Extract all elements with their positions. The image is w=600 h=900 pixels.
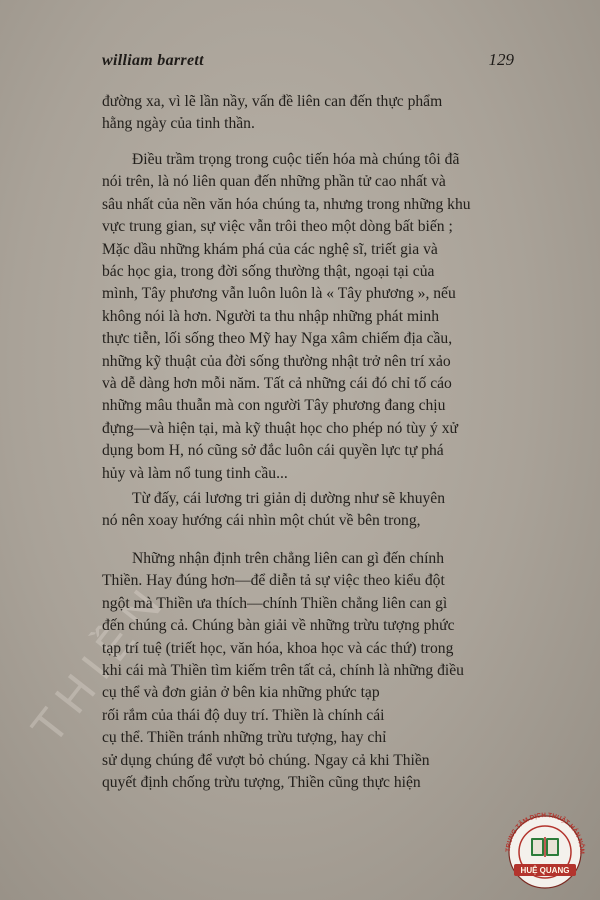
- text-line: đến chúng cả. Chúng bàn giải về những trừu tượng phức: [102, 617, 455, 635]
- paragraph-4: [102, 548, 514, 794]
- running-header: [102, 50, 514, 70]
- text-line: cụ thể và đơn giản ở bên kia những phức tạp: [102, 684, 380, 702]
- text-line: những mâu thuẫn mà con người Tây phương đang chịu: [102, 397, 446, 415]
- text-line: dụng bom H, nó cũng sở đắc luôn cái quyền lực tự phá: [102, 442, 444, 460]
- book-icon: [531, 837, 559, 857]
- text-line: sâu nhất của nền văn hóa chúng ta, nhưng trong những khu: [102, 195, 471, 213]
- text-line: khi cái mà Thiền tìm kiếm trên tất cả, chính là những điều: [102, 662, 464, 680]
- text-line: thực tiễn, lối sống theo Mỹ hay Nga xâm chiếm địa cầu,: [102, 330, 453, 348]
- paragraph-2: [102, 149, 514, 485]
- text-line: quyết định chống trừu tượng, Thiền cũng thực hiện: [102, 774, 421, 792]
- text-line: Mặc dầu những khám phá của các nghệ sĩ, triết gia và: [102, 240, 438, 258]
- logo-banner-text: HUỆ QUANG: [520, 866, 570, 875]
- text-line: hủy và làm nổ tung tinh cầu...: [102, 464, 288, 482]
- text-line: rối rắm của thái độ duy trí. Thiền là chính cái: [102, 706, 385, 724]
- text-line: hằng ngày của tinh thần.: [102, 115, 255, 133]
- text-line: vực trung gian, sự việc vẫn trôi theo một dòng bất biến ;: [102, 218, 453, 236]
- translation-center-logo: [500, 812, 590, 892]
- paragraph-1: [102, 91, 514, 136]
- text-line: Thiền. Hay đúng hơn—để diễn tả sự việc theo kiểu đột: [102, 572, 445, 590]
- paragraph-3: [102, 488, 514, 533]
- text-line: Điều trầm trọng trong cuộc tiến hóa mà chúng tôi đã: [132, 151, 460, 168]
- text-line: ngột mà Thiền ưa thích—chính Thiền chẳng liên can gì: [102, 594, 448, 612]
- text-line: không nói là hơn. Người ta thu nhập những phát minh: [102, 307, 440, 325]
- text-line: mình, Tây phương vẫn luôn luôn là « Tây phương », nếu: [102, 285, 456, 303]
- text-line: Từ đấy, cái lương tri giản dị dường như sẽ khuyên: [132, 490, 446, 507]
- text-line: tạp trí tuệ (triết học, văn hóa, khoa học và các thứ) trong: [102, 639, 454, 657]
- page-number: 129: [488, 50, 514, 69]
- text-line: những kỹ thuật của đời sống thường nhật trở nên trí xảo: [102, 352, 451, 370]
- text-line: Những nhận định trên chẳng liên can gì đến chính: [132, 550, 445, 567]
- text-line: và dễ dàng hơn mỗi năm. Tất cả những cái đó chỉ tố cáo: [102, 375, 452, 393]
- running-header-author: william barrett: [102, 52, 204, 69]
- text-line: đựng—và hiện tại, mà kỹ thuật học cho phép nó tùy ý xử: [102, 419, 458, 437]
- text-line: đường xa, vì lẽ lần nầy, vấn đề liên can đến thực phẩm: [102, 93, 443, 110]
- text-line: sử dụng chúng để vượt bỏ chúng. Ngay cả khi Thiền: [102, 751, 430, 769]
- logo-ring-text: TRUNG TÂM DỊCH THUẬT HÁN NÔM: [504, 812, 586, 854]
- text-line: nói trên, là nó liên quan đến những phần tử cao nhất và: [102, 173, 446, 191]
- text-line: bác học gia, trong đời sống thường thật, ngoại tại của: [102, 263, 435, 281]
- watermark: THIỀN: [20, 572, 178, 753]
- text-line: cụ thể. Thiền tránh những trừu tượng, hay chỉ: [102, 729, 387, 747]
- text-line: nó nên xoay hướng cái nhìn một chút về bên trong,: [102, 512, 421, 530]
